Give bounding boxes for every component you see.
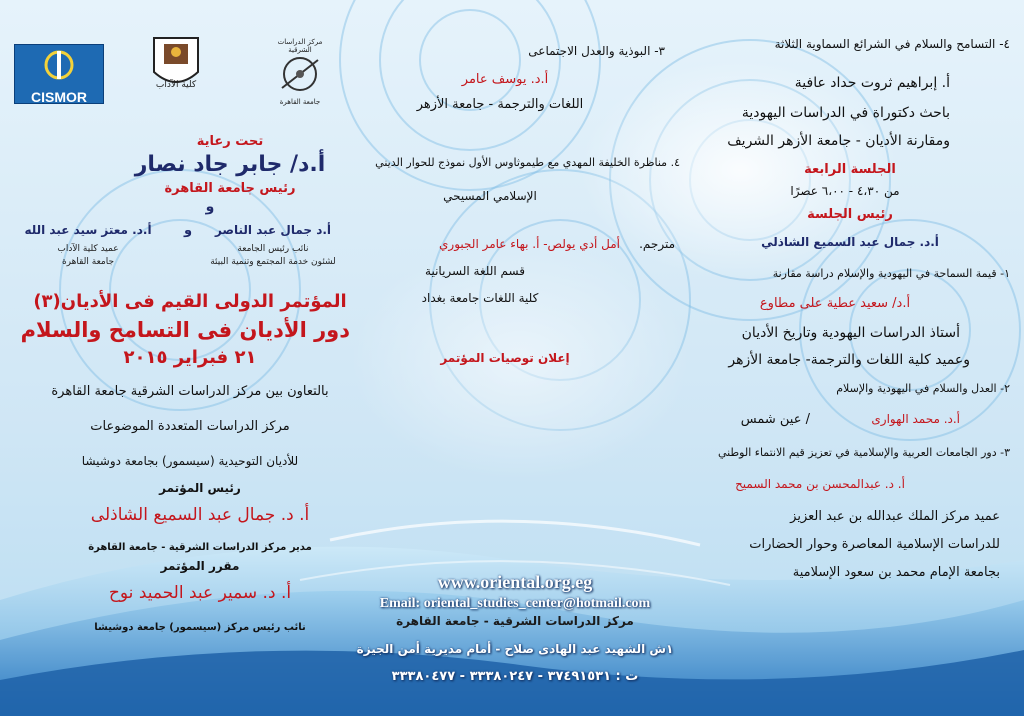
conference-date: ٢١ فبراير ٢٠١٥: [123, 347, 257, 368]
cooperation-line2: مركز الدراسات المتعددة الموضوعات: [90, 419, 290, 434]
oriental-logo-bottom-text: جامعة القاهرة: [279, 98, 321, 106]
conference-rapporteur-name: أ. د. سمير عبد الحميد نوح: [108, 583, 292, 603]
paper3-aff1: عميد مركز الملك عبدالله بن عبد العزيز: [790, 509, 1000, 524]
footer-address: ١ش الشهيد عبد الهادى صلاح - أمام مديرية أمن الجيزة: [356, 642, 674, 656]
footer-center-name: مركز الدراسات الشرقية - جامعة القاهرة: [396, 614, 634, 628]
cooperation-line3: للأديان التوحيدية (سيسمور) بجامعة دوشيشا: [81, 454, 299, 468]
paper1-aff2: وعميد كلية اللغات والترجمة- جامعة الأزهر: [728, 352, 970, 368]
talk-buddhism-speaker: أ.د. يوسف عامر: [461, 72, 549, 87]
paper3-speaker: أ. د. عبدالمحسن بن محمد السميح: [735, 477, 905, 491]
conference-title-line2: دور الأديان فى التسامح والسلام: [20, 318, 350, 342]
faculty-seal-text: كلية الآداب: [155, 80, 197, 90]
cismor-logo: [14, 44, 104, 104]
session-chair-name: أ.د. جمال عبد السميع الشاذلي: [761, 235, 939, 249]
conference-chair-title: مدير مركز الدراسات الشرقية - جامعة القاهرة: [88, 542, 312, 553]
and-connector-2: و: [183, 223, 193, 238]
patron-title: رئيس جامعة القاهرة: [164, 181, 296, 196]
speaker-ibrahim-aff2: ومقارنة الأديان - جامعة الأزهر الشريف: [727, 133, 950, 149]
patron-label: تحت رعاية: [196, 134, 264, 149]
vice-dean-name: أ.د. معتز سيد عبد الله: [24, 223, 152, 237]
translator-affiliation2: كلية اللغات جامعة بغداد: [421, 291, 539, 305]
faculty-seal-logo: [148, 32, 204, 94]
talk-debate-title-line2: الإسلامي المسيحي: [443, 189, 537, 203]
talk-tolerance-title: ٤- التسامح والسلام في الشرائع السماوية الثلاثة: [774, 37, 1010, 51]
paper1-aff1: أستاذ الدراسات اليهودية وتاريخ الأديان: [741, 325, 960, 341]
paper2-speaker: أ.د. محمد الهوارى: [871, 412, 960, 426]
vice-president-name: أ.د جمال عبد الناصر: [214, 223, 332, 237]
globe-compass-icon: [268, 54, 332, 94]
speaker-ibrahim-name: أ. إبراهيم ثروت حداد عافية: [794, 75, 950, 91]
vice-president-title2: لشئون خدمة المجتمع وتنمية البيئة: [210, 257, 336, 267]
translator-affiliation1: قسم اللغة السريانية: [425, 264, 525, 278]
conference-chair-label: رئيس المؤتمر: [159, 481, 241, 495]
paper3-title: ٣- دور الجامعات العربية والإسلامية في تعزيز قيم الانتماء الوطني: [717, 446, 1010, 459]
talk-debate-title-line1: ٤. مناظرة الخليفة المهدي مع طيموثاوس الأول نموذج للحوار الديني: [375, 156, 680, 169]
oriental-center-logo: [268, 38, 332, 106]
paper3-aff2: للدراسات الإسلامية المعاصرة وحوار الحضارات: [749, 537, 1000, 552]
session-four-time: من ٤،٣٠ - ٦،٠٠ عصرًا: [790, 184, 900, 198]
patron-name: أ.د/ جابر جاد نصار: [134, 152, 326, 177]
talk-buddhism-affiliation: اللغات والترجمة - جامعة الأزهر: [416, 97, 584, 112]
session-chair-label: رئيس الجلسة: [807, 207, 893, 222]
paper1-speaker: أ.د/ سعيد عطية على مطاوع: [759, 296, 911, 311]
conference-rapporteur-title: نائب رئيس مركز (سيسمور) جامعة دوشيشا: [94, 622, 306, 633]
conference-chair-name: أ. د. جمال عبد السميع الشاذلى: [90, 505, 310, 525]
cooperation-line1: بالتعاون بين مركز الدراسات الشرقية جامعة القاهرة: [51, 384, 329, 399]
conference-title-line1: المؤتمر الدولى القيم فى الأديان(٣): [33, 291, 347, 312]
translator-names: أمل أدي يولص- أ. بهاء عامر الجبوري: [439, 237, 620, 251]
footer-phone: ت : ٣٧٤٩١٥٣١ - ٣٣٣٨٠٢٤٧ - ٣٣٣٨٠٤٧٧: [391, 669, 639, 684]
paper3-aff3: بجامعة الإمام محمد بن سعود الإسلامية: [792, 565, 1000, 580]
email-link[interactable]: Email: oriental_studies_center@hotmail.com: [379, 596, 651, 611]
speaker-ibrahim-aff1: باحث دكتوراة في الدراسات اليهودية: [741, 105, 950, 121]
translator-label: مترجم.: [639, 237, 675, 251]
paper2-affiliation: / عين شمس: [740, 412, 810, 427]
website-link[interactable]: www.oriental.org.eg: [437, 572, 593, 592]
recommendations-announcement: إعلان توصيات المؤتمر: [440, 351, 570, 365]
cismor-emblem-icon: [15, 45, 103, 85]
conference-rapporteur-label: مقرر المؤتمر: [160, 559, 240, 573]
oriental-logo-top-text: مركز الدراسات الشرقية: [277, 38, 323, 54]
vice-dean-title1: عميد كلية الآداب: [57, 244, 119, 254]
paper1-title: ١- قيمة السماحة في اليهودية والإسلام دراسة مقارنة: [772, 267, 1010, 280]
and-connector: و: [205, 199, 215, 215]
vice-dean-title2: جامعة القاهرة: [61, 257, 115, 267]
cismor-logo-text: CISMOR: [31, 89, 87, 105]
talk-buddhism-title: ٣- البوذية والعدل الاجتماعى: [528, 44, 665, 58]
vice-president-title1: نائب رئيس الجامعة: [237, 244, 309, 254]
paper2-title: ٢- العدل والسلام في اليهودية والإسلام: [836, 382, 1010, 395]
session-four-heading: الجلسة الرابعة: [804, 162, 896, 177]
